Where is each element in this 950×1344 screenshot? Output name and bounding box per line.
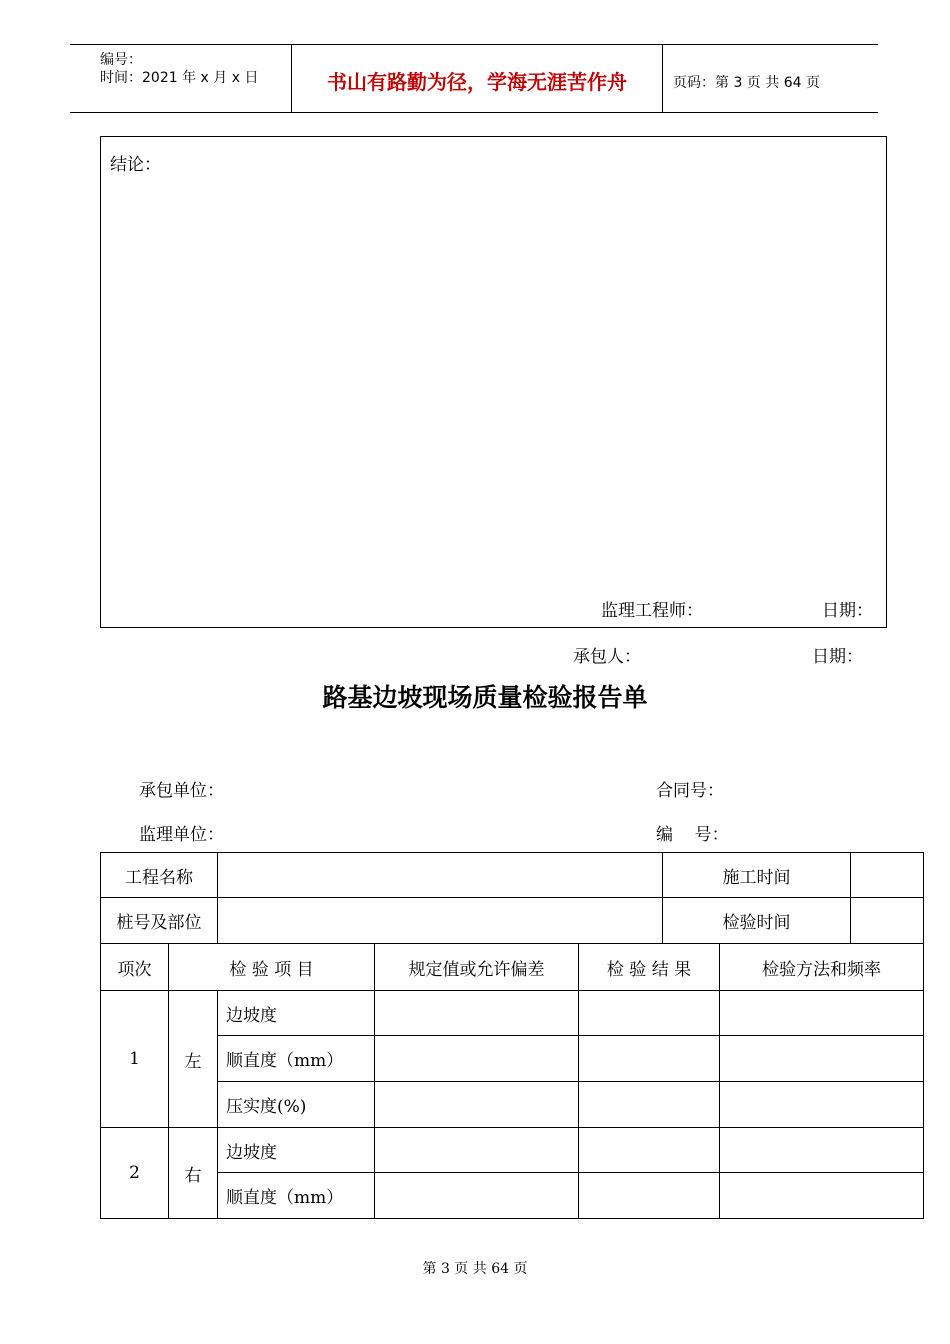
- item-label: 边坡度: [218, 1128, 375, 1173]
- item-label: 顺直度（mm）: [218, 1173, 375, 1219]
- table-row: [101, 1173, 924, 1219]
- group-side: 右: [169, 1128, 218, 1219]
- table-row: [101, 1128, 924, 1173]
- header-method: 检验方法和频率: [720, 944, 924, 991]
- group-side: 左: [169, 991, 218, 1128]
- project-name-label: 工程名称: [101, 853, 218, 898]
- contractor-date-label: 日期：: [812, 647, 863, 667]
- construction-time-label: 施工时间: [663, 853, 851, 898]
- header-serial-label: 编号：: [100, 52, 142, 68]
- inspection-time-label: 检验时间: [663, 898, 851, 944]
- method-cell[interactable]: [720, 1036, 924, 1082]
- form-number-label: 编 号：: [656, 825, 729, 845]
- result-cell[interactable]: [579, 1036, 720, 1082]
- table-row: [101, 853, 924, 898]
- conclusion-label: 结论：: [110, 155, 161, 175]
- group-index: 1: [101, 991, 169, 1128]
- spec-cell[interactable]: [375, 1036, 579, 1082]
- result-cell[interactable]: [579, 1173, 720, 1219]
- item-label: 顺直度（mm）: [218, 1036, 375, 1082]
- supervision-unit-label: 监理单位：: [139, 825, 224, 845]
- header-motto: 书山有路勤为径，学海无涯苦作舟: [327, 70, 627, 94]
- inspection-table: [100, 852, 924, 1219]
- result-cell[interactable]: [579, 1082, 720, 1128]
- method-cell[interactable]: [720, 991, 924, 1036]
- spec-cell[interactable]: [375, 991, 579, 1036]
- header-top-rule: [70, 44, 878, 45]
- header-index: 项次: [101, 944, 169, 991]
- header-page-label: 页码：第 3 页 共 64 页: [673, 75, 820, 91]
- contractor-sign-label: 承包人：: [573, 647, 641, 667]
- spec-cell[interactable]: [375, 1128, 579, 1173]
- contractor-unit-label: 承包单位：: [139, 781, 224, 801]
- spec-cell[interactable]: [375, 1082, 579, 1128]
- method-cell[interactable]: [720, 1173, 924, 1219]
- table-row: [101, 1036, 924, 1082]
- header-time-label: 时间：2021 年 x 月 x 日: [100, 70, 259, 86]
- construction-time-value[interactable]: [851, 853, 924, 898]
- table-row: [101, 1082, 924, 1128]
- table-row: [101, 991, 924, 1036]
- item-label: 压实度(%): [218, 1082, 375, 1128]
- contract-number-label: 合同号：: [656, 781, 724, 801]
- group-index: 2: [101, 1128, 169, 1219]
- form-title: 路基边坡现场质量检验报告单: [322, 683, 648, 712]
- spec-cell[interactable]: [375, 1173, 579, 1219]
- header-spec: 规定值或允许偏差: [375, 944, 579, 991]
- table-header-row: [101, 944, 924, 991]
- result-cell[interactable]: [579, 991, 720, 1036]
- stake-location-label: 桩号及部位: [101, 898, 218, 944]
- inspection-time-value[interactable]: [851, 898, 924, 944]
- method-cell[interactable]: [720, 1128, 924, 1173]
- header-item: 检 验 项 目: [169, 944, 375, 991]
- header-bottom-rule: [70, 112, 878, 113]
- project-name-value[interactable]: [218, 853, 663, 898]
- item-label: 边坡度: [218, 991, 375, 1036]
- supervisor-date-label: 日期：: [822, 601, 873, 621]
- method-cell[interactable]: [720, 1082, 924, 1128]
- supervisor-engineer-label: 监理工程师：: [601, 601, 703, 621]
- header-result: 检 验 结 果: [579, 944, 720, 991]
- stake-location-value[interactable]: [218, 898, 663, 944]
- result-cell[interactable]: [579, 1128, 720, 1173]
- page-footer: 第 3 页 共 64 页: [422, 1261, 528, 1277]
- table-row: [101, 898, 924, 944]
- header-divider-right: [662, 44, 663, 113]
- conclusion-box: [100, 136, 887, 628]
